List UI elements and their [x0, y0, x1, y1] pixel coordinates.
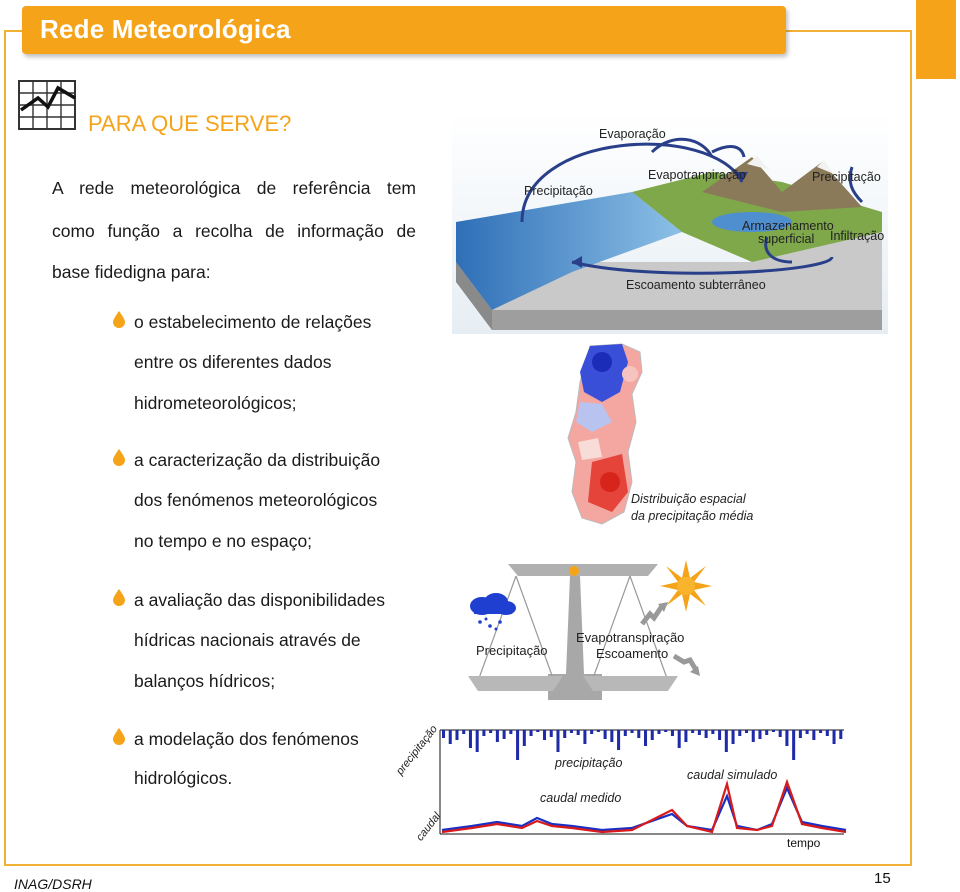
precip-bar — [705, 730, 708, 738]
precip-bar — [718, 730, 721, 740]
precip-bar — [765, 730, 768, 735]
precip-bar — [792, 730, 795, 760]
precip-bar — [489, 730, 492, 733]
precip-bar — [684, 730, 687, 742]
intro-line-1: A rede meteorológica de referência tem — [52, 178, 416, 198]
intro-line-2: como função a recolha de informação de — [52, 221, 416, 241]
precip-bar — [597, 730, 600, 732]
footer-org: INAG/DSRH — [14, 876, 92, 892]
precip-bar — [779, 730, 782, 737]
balance-right-label-1: Evapotranspiração — [576, 630, 685, 645]
label-armazenamento: Armazenamento — [742, 219, 834, 233]
precip-bar — [772, 730, 775, 732]
precip-bar — [516, 730, 519, 760]
precip-axis-label: precipitação — [394, 723, 440, 778]
slide-title: Rede Meteorológica — [40, 14, 291, 44]
precip-bar — [812, 730, 815, 740]
tempo-axis-label: tempo — [787, 836, 821, 850]
precip-bar — [462, 730, 465, 734]
label-escoamento-subterraneo: Escoamento subterrâneo — [626, 278, 766, 292]
rain-cloud-icon — [466, 592, 520, 632]
precip-bar — [657, 730, 660, 734]
precip-bar — [624, 730, 627, 736]
precip-bar — [442, 730, 445, 738]
precip-bar — [509, 730, 512, 734]
precip-bar — [469, 730, 472, 748]
bullet-1-line-3: hidrometeorológicos; — [134, 393, 297, 413]
label-precipitacao-right: Precipitação — [812, 170, 881, 184]
bullet-2-line-3: no tempo e no espaço; — [134, 531, 313, 551]
precip-bar — [583, 730, 586, 744]
precip-bar — [826, 730, 829, 736]
label-superficial: superficial — [758, 232, 815, 246]
map-caption-line-1: Distribuição espacial — [631, 492, 746, 506]
precip-bar — [563, 730, 566, 738]
precip-bar — [785, 730, 788, 746]
precip-bar — [550, 730, 553, 737]
drop-bullet-icon — [112, 588, 126, 606]
precip-bar — [590, 730, 593, 734]
label-evapotranspiracao: Evapotranpiração — [648, 168, 746, 182]
precip-bar — [806, 730, 809, 734]
precip-bar — [637, 730, 640, 738]
precip-bar — [455, 730, 458, 740]
precip-bar — [543, 730, 546, 740]
bullet-1-line-2: entre os diferentes dados — [134, 352, 332, 372]
precip-bar — [752, 730, 755, 742]
corner-accent-block — [916, 0, 956, 79]
evaporation-arrow-icon — [640, 600, 670, 626]
label-infiltracao: Infiltração — [830, 229, 885, 243]
precip-bar — [577, 730, 580, 735]
drop-bullet-icon — [112, 448, 126, 466]
section-subtitle: PARA QUE SERVE? — [88, 111, 292, 136]
balance-left-label: Precipitação — [476, 643, 548, 658]
bullet-3-line-1: a avaliação das disponibilidades — [134, 590, 386, 610]
precip-bar — [556, 730, 559, 752]
label-evaporacao: Evaporação — [599, 127, 666, 141]
precip-bar — [698, 730, 701, 735]
map-caption-line-2: da precipitação média — [631, 509, 754, 523]
caudal-simulado-line — [442, 782, 846, 832]
precip-bar — [482, 730, 485, 736]
precip-bar — [604, 730, 607, 739]
precip-bar — [476, 730, 479, 752]
label-precipitacao-left: Precipitação — [524, 184, 593, 198]
precip-bar — [745, 730, 748, 733]
precip-bar — [678, 730, 681, 748]
bullet-2-line-2: dos fenómenos meteorológicos — [134, 490, 378, 510]
precip-bar — [671, 730, 674, 736]
precip-bar — [449, 730, 452, 744]
precip-bar — [833, 730, 836, 744]
precip-bar — [738, 730, 741, 736]
precip-bar — [651, 730, 654, 740]
precip-bar — [725, 730, 728, 752]
bullet-2-line-1: a caracterização da distribuição — [134, 450, 381, 470]
bullet-1-line-1: o estabelecimento de relações — [134, 312, 372, 332]
balance-right-label-2: Escoamento — [596, 646, 669, 661]
drop-bullet-icon — [112, 727, 126, 745]
precip-bar — [799, 730, 802, 738]
title-bar — [22, 6, 786, 54]
precip-bar — [617, 730, 620, 750]
precip-bar — [691, 730, 694, 733]
precip-bar — [664, 730, 667, 732]
bullet-4-line-2: hidrológicos. — [134, 768, 233, 788]
precip-bar — [839, 730, 842, 739]
precip-bar — [610, 730, 613, 742]
simulado-series-label: caudal simulado — [687, 768, 778, 782]
bullet-3-line-3: balanços hídricos; — [134, 671, 276, 691]
intro-line-3: base fidedigna para: — [52, 262, 211, 282]
precip-bar — [530, 730, 533, 736]
drop-bullet-icon — [112, 310, 126, 328]
page-number: 15 — [874, 870, 891, 887]
runoff-arrow-icon — [672, 652, 702, 678]
precip-bar — [536, 730, 539, 732]
precip-bar — [644, 730, 647, 746]
hydrograph-chart — [396, 726, 856, 852]
precip-bar — [523, 730, 526, 746]
precip-bar — [631, 730, 634, 733]
precip-bar — [819, 730, 822, 733]
precip-bar — [503, 730, 506, 739]
precip-bar — [732, 730, 735, 744]
precip-bar — [570, 730, 573, 733]
precip-bar — [758, 730, 761, 739]
caudal-axis-label: caudal — [414, 810, 444, 844]
precip-bar — [711, 730, 714, 734]
precip-series-label: precipitação — [555, 756, 623, 770]
medido-series-label: caudal medido — [540, 791, 622, 805]
precip-bar — [496, 730, 499, 742]
chart-grid-icon — [18, 80, 78, 132]
bullet-3-line-2: hídricas nacionais através de — [134, 630, 361, 650]
bullet-4-line-1: a modelação dos fenómenos — [134, 729, 359, 749]
